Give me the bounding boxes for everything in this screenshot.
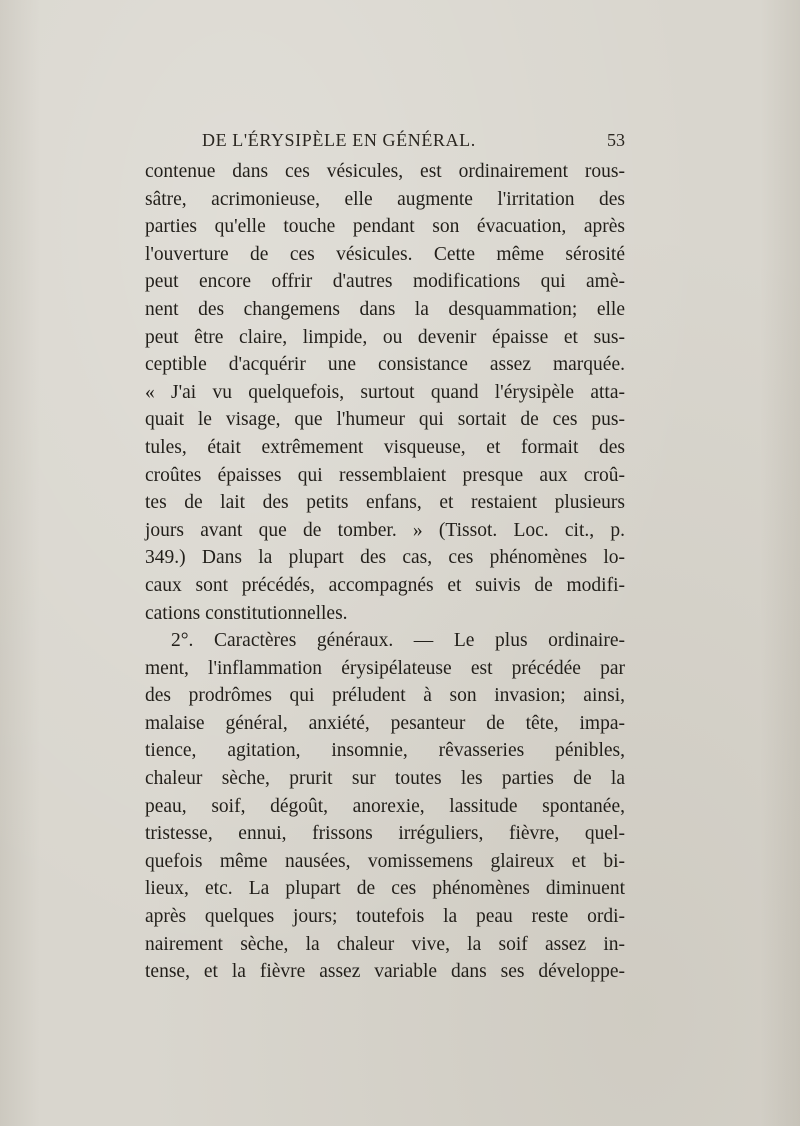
section-heading-line: 2°. Caractères généraux. — Le plus ordinaire- xyxy=(171,630,625,652)
text-line: chaleur sèche, prurit sur toutes les parties de la xyxy=(145,768,625,790)
text-line: jours avant que de tomber. » (Tissot. Loc. cit., p. xyxy=(145,519,625,541)
body-text xyxy=(145,158,625,986)
text-line: tense, et la fièvre assez variable dans ses développe- xyxy=(145,961,625,983)
text-line: nent des changemens dans la desquammation; elle xyxy=(145,298,625,320)
text-line: tules, était extrêmement visqueuse, et formait des xyxy=(145,436,625,458)
text-line: « J'ai vu quelquefois, surtout quand l'érysipèle atta- xyxy=(145,381,625,403)
text-line: des prodrômes qui préludent à son invasion; ainsi, xyxy=(145,685,625,707)
text-line: peau, soif, dégoût, anorexie, lassitude spontanée, xyxy=(145,795,625,817)
text-line: l'ouverture de ces vésicules. Cette même sérosité xyxy=(145,243,625,265)
text-line: caux sont précédés, accompagnés et suivis de modifi- xyxy=(145,574,625,596)
text-line: tience, agitation, insomnie, rêvasseries pénibles, xyxy=(145,740,625,762)
text-line: quait le visage, que l'humeur qui sortait de ces pus- xyxy=(145,409,625,431)
text-line: sâtre, acrimonieuse, elle augmente l'irritation des xyxy=(145,188,625,210)
text-line: parties qu'elle touche pendant son évacuation, après xyxy=(145,216,625,238)
text-line: tes de lait des petits enfans, et restaient plusieurs xyxy=(145,492,625,514)
text-line: 349.) Dans la plupart des cas, ces phénomènes lo- xyxy=(145,547,625,569)
running-title: DE L'ÉRYSIPÈLE EN GÉNÉRAL. xyxy=(202,130,476,150)
page-number: 53 xyxy=(607,130,625,150)
text-line: croûtes épaisses qui ressemblaient presque aux croû- xyxy=(145,464,625,486)
text-line: tristesse, ennui, frissons irréguliers, fièvre, quel- xyxy=(145,823,625,845)
text-line: après quelques jours; toutefois la peau reste ordi- xyxy=(145,906,625,928)
text-line: peut être claire, limpide, ou devenir épaisse et sus- xyxy=(145,326,625,348)
text-line: lieux, etc. La plupart de ces phénomènes diminuent xyxy=(145,878,625,900)
text-line: peut encore offrir d'autres modifications qui amè- xyxy=(145,271,625,293)
text-line: malaise général, anxiété, pesanteur de tête, impa- xyxy=(145,712,625,734)
text-line: ment, l'inflammation érysipélateuse est précédée par xyxy=(145,657,625,679)
text-line: ceptible d'acquérir une consistance assez marquée. xyxy=(145,354,625,376)
text-line: quefois même nausées, vomissemens glaireux et bi- xyxy=(145,850,625,872)
text-line: contenue dans ces vésicules, est ordinairement rous- xyxy=(145,161,625,182)
text-line: cations constitutionnelles. xyxy=(145,602,348,624)
text-line: nairement sèche, la chaleur vive, la soif assez in- xyxy=(145,933,625,955)
running-head xyxy=(145,130,625,160)
